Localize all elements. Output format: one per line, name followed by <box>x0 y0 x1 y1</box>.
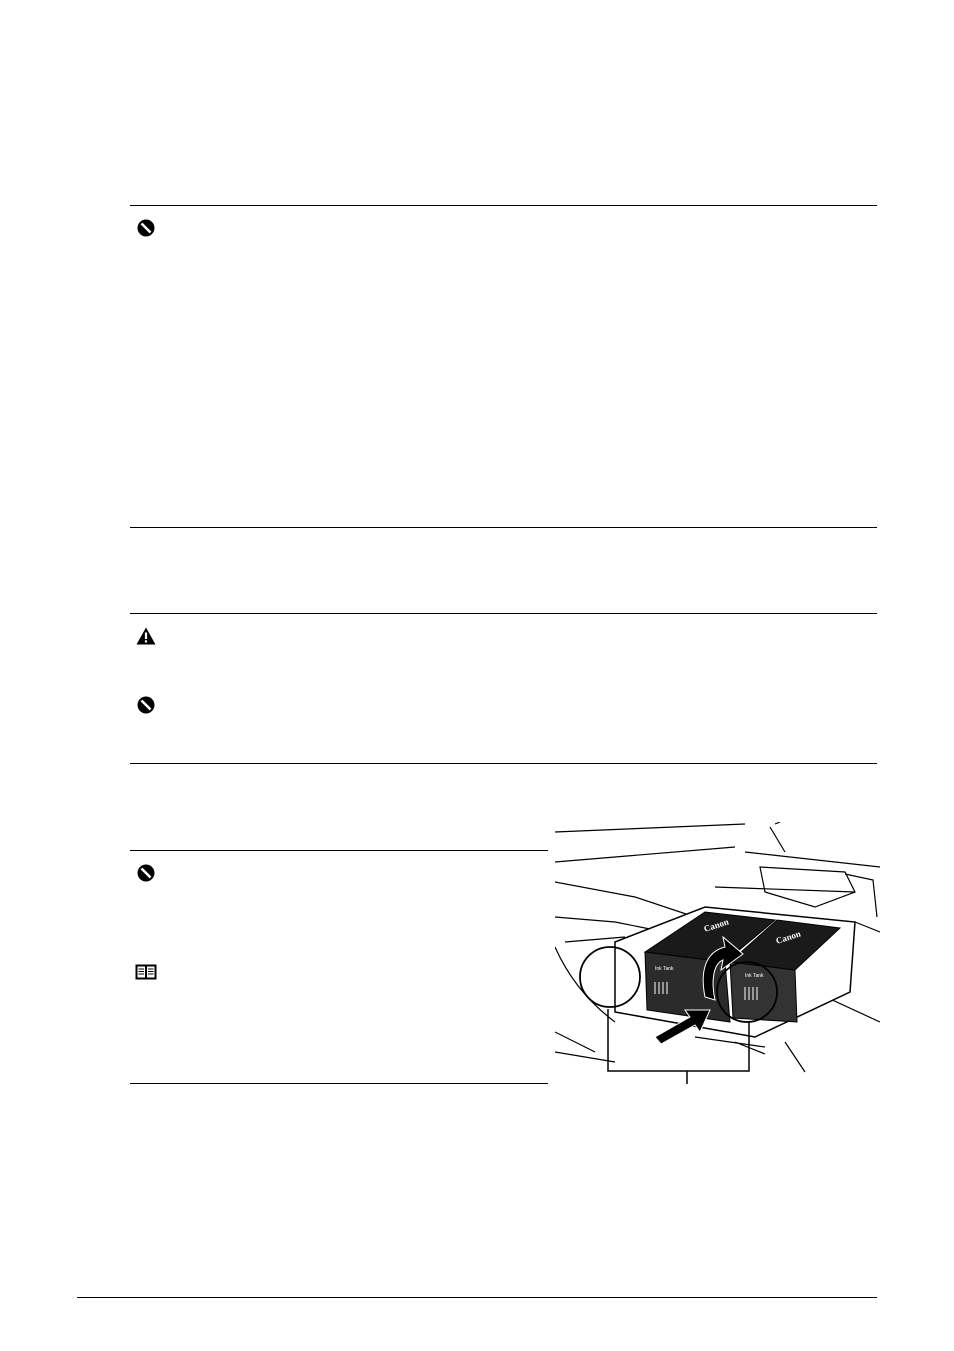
svg-text:Ink Tank: Ink Tank <box>745 973 764 979</box>
rule-bottom-important <box>130 527 877 528</box>
important-icon <box>137 864 155 882</box>
svg-text:Ink Tank: Ink Tank <box>655 966 674 972</box>
rule-top-note <box>130 850 548 851</box>
important-icon <box>137 696 155 714</box>
svg-text:Canon: Canon <box>702 916 730 934</box>
caution-icon <box>136 627 156 645</box>
rule-bottom-note <box>130 1083 548 1084</box>
printer-ink-tank-illustration <box>555 822 880 1087</box>
footer-rule <box>77 1297 877 1298</box>
note-icon <box>135 964 157 980</box>
rule-top-caution <box>130 613 877 614</box>
rule-bottom-caution <box>130 763 877 764</box>
important-icon <box>137 219 155 237</box>
rule-top-important <box>130 205 877 206</box>
svg-text:Canon: Canon <box>774 928 802 946</box>
